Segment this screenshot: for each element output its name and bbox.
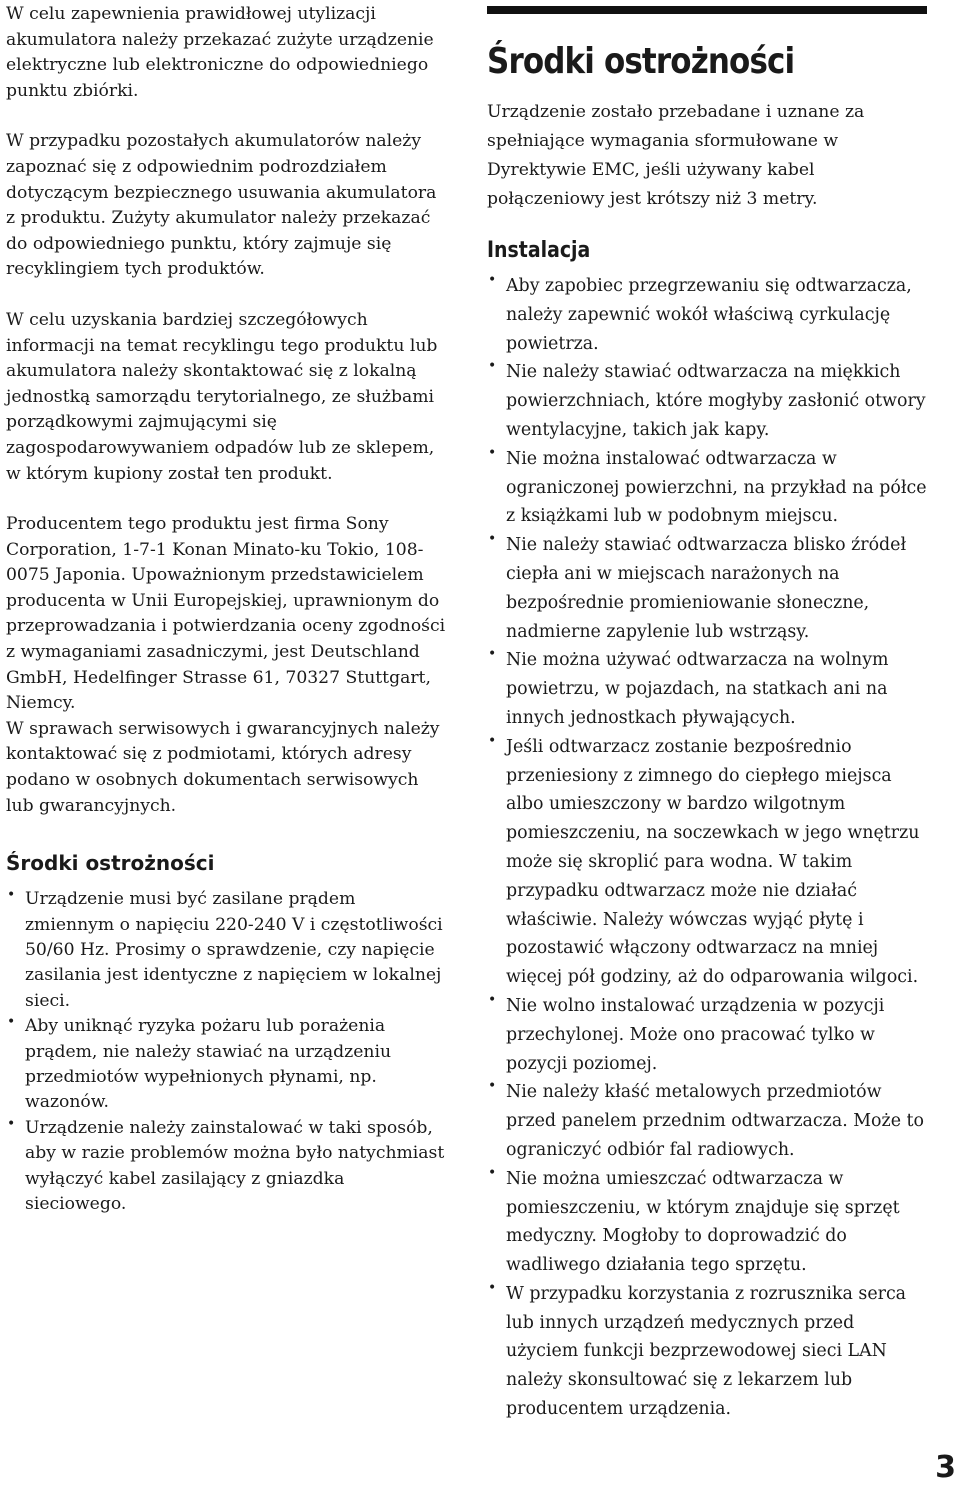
- installation-heading: Instalacja: [487, 238, 591, 263]
- section-title: Środki ostrożności: [487, 41, 795, 82]
- list-item: [487, 531, 927, 646]
- bullet-icon: •: [488, 444, 497, 461]
- list-item-text: Urządzenie musi być zasilane prądem zmiennym o napięciu 220-240 V i częstotliwości 50/60 Hz. Prosimy o sprawdzenie, czy napięcie zasilania jest identyczne z napięciem w lokalnej sieci.: [25, 889, 443, 1011]
- list-item-text: Nie można używać odtwarzacza na wolnym powietrzu, w pojazdach, na statkach ani na innych jednostkach pływających.: [506, 650, 889, 728]
- list-item-text: Nie można instalować odtwarzacza w ograniczonej powierzchni, na przykład na półce z książkami lub w podobnym miejscu.: [506, 448, 927, 527]
- bullet-icon: •: [488, 1279, 497, 1296]
- list-item: [487, 272, 927, 358]
- list-item: [487, 646, 927, 732]
- service-paragraph: W sprawach serwisowych i gwarancyjnych należy kontaktować się z podmiotami, których adresy podano w osobnych dokumentach serwisowych lub gwarancyjnych.: [6, 718, 440, 816]
- list-item: [487, 733, 927, 992]
- disposal-paragraph: W celu zapewnienia prawidłowej utylizacji akumulatora należy przekazać zużyte urządzenie elektryczne lub elektroniczne do odpowiedniego punktu zbiórki.: [6, 4, 434, 101]
- list-item-text: Nie należy stawiać odtwarzacza blisko źródeł ciepła ani w miejscach narażonych na bezpośrednie promieniowanie słoneczne, nadmierne zapylenie lub wstrząsy.: [506, 535, 907, 642]
- bullet-icon: •: [488, 646, 497, 663]
- list-item-text: Jeśli odtwarzacz zostanie bezpośrednio przeniesiony z zimnego do ciepłego miejsca albo umieszczony w bardzo wilgotnym pomieszczeniu, na soczewkach w jego wnętrzu może się skroplić para wodna. W takim przypadku odtwarzacz może nie działać właściwie. Należy wówczas wyjąć płytę i pozostawić włączony odtwarzacz na mniej więcej pół godziny, aż do odparowania wilgoci.: [506, 736, 920, 988]
- list-item-text: Nie można umieszczać odtwarzacza w pomieszczeniu, w którym znajduje się sprzęt medyczny. Mogłoby to doprowadzić do wadliwego działania tego sprzętu.: [506, 1168, 900, 1276]
- list-item: [487, 1078, 927, 1164]
- bullet-icon: •: [7, 1014, 16, 1031]
- list-item: [487, 358, 927, 444]
- manufacturer-paragraph: Producentem tego produktu jest firma Sony Corporation, 1-7-1 Konan Minato-ku Tokio, 108-0075 Japonia. Upoważnionym przedstawicielem producenta w Unii Europejskiej, uprawnionym do przeprowadzania i potwierdzania oceny zgodności z wymaganiami zasadniczymi, jest Deutschland GmbH, Hedelfinger Strasse 61, 70327 Stuttgart, Niemcy.: [6, 514, 446, 714]
- list-item: [6, 1116, 450, 1218]
- list-item-text: Nie należy stawiać odtwarzacza na miękkich powierzchniach, które mogłyby zasłonić otwory wentylacyjne, takich jak kapy.: [506, 362, 926, 440]
- safety-heading-left: Środki ostrożności: [6, 851, 215, 876]
- list-item: [487, 445, 927, 531]
- bullet-icon: •: [488, 991, 497, 1008]
- list-item: [487, 1165, 927, 1280]
- list-item-text: Nie należy kłaść metalowych przedmiotów przed panelem przednim odtwarzacza. Może to ograniczyć odbiór fal radiowych.: [506, 1082, 924, 1160]
- bullet-icon: •: [488, 272, 497, 288]
- bullet-icon: •: [488, 732, 497, 749]
- bullet-icon: •: [7, 887, 16, 904]
- bullet-icon: •: [488, 531, 497, 548]
- list-item-text: W przypadku korzystania z rozrusznika serca lub innych urządzeń medycznych przed użyciem funkcji bezprzewodowej sieci LAN należy skonsultować się z lekarzem lub producentem urządzenia.: [506, 1283, 907, 1420]
- recycling-info-paragraph: W celu uzyskania bardziej szczegółowych informacji na temat recyklingu tego produktu lub akumulatora należy skontaktować się z lokalną jednostką samorządu terytorialnego, ze służbami porządkowymi zajmującymi się zagospodarowywaniem odpadów lub ze sklepem, w którym kupiony został ten produkt.: [6, 309, 438, 484]
- list-item: [487, 992, 927, 1078]
- list-item-text: Nie wolno instalować urządzenia w pozycji przechylonej. Może ono pracować tylko w pozycji poziomej.: [506, 995, 885, 1074]
- bullet-icon: •: [488, 358, 497, 375]
- bullet-icon: •: [7, 1115, 16, 1132]
- list-item-text: Aby uniknąć ryzyka pożaru lub porażenia prądem, nie należy stawiać na urządzeniu przedmiotów wypełnionych płynami, np. wazonów.: [25, 1016, 392, 1113]
- bullet-icon: •: [488, 1164, 497, 1181]
- list-item: [6, 1014, 450, 1116]
- emc-paragraph: Urządzenie zostało przebadane i uznane za spełniające wymagania sformułowane w Dyrektywie EMC, jeśli używany kabel połączeniowy jest krótszy niż 3 metry.: [487, 102, 865, 209]
- left-column: [6, 2, 450, 1218]
- right-column: [487, 0, 927, 1424]
- safety-list-left: [6, 887, 450, 1217]
- list-item-text: Aby zapobiec przegrzewaniu się odtwarzacza, należy zapewnić wokół właściwą cyrkulację powietrza.: [506, 276, 912, 354]
- list-item: [487, 1280, 927, 1424]
- section-rule: [487, 6, 927, 14]
- list-item-text: Urządzenie należy zainstalować w taki sposób, aby w razie problemów można było natychmiast wyłączyć kabel zasilający z gniazdka sieciowego.: [25, 1117, 445, 1215]
- bullet-icon: •: [488, 1078, 497, 1095]
- other-batteries-paragraph: W przypadku pozostałych akumulatorów należy zapoznać się z odpowiednim podrozdziałem dotyczącym bezpiecznego usuwania akumulatora z produktu. Zużyty akumulator należy przekazać do odpowiedniego punktu, który zajmuje się recyklingiem tych produktów.: [6, 131, 437, 280]
- list-item: [6, 887, 450, 1014]
- installation-list: [487, 272, 927, 1424]
- page-number: 3: [935, 1450, 956, 1485]
